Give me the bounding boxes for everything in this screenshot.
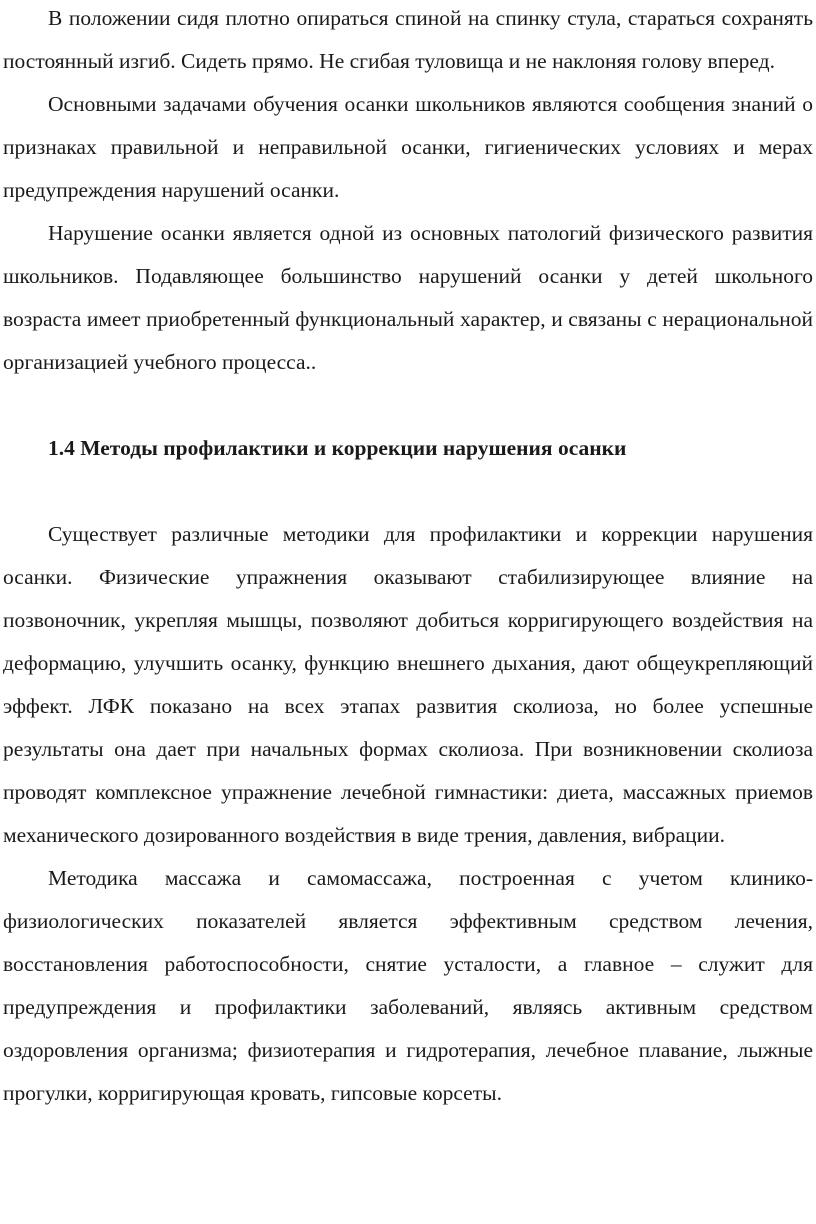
paragraph-massage: Методика массажа и самомассажа, построенная с учетом клинико-физиологических показателей является эффективным средством лечения, восстановления работоспособности, снятие усталости, а главное – служит для предупреждения и профилактики заболеваний, являясь активным средством оздоровления организма; физиотерапия и гидротерапия, лечебное плавание, лыжные прогулки, корригирующая кровать, гипсовые корсеты. (3, 866, 813, 1105)
paragraph-posture-disorder: Нарушение осанки является одной из основных патологий физического развития школьников. Подавляющее большинство нарушений осанки у детей школьного возраста имеет приобретенный функциональный характер, и связаны с нерациональной организацией учебного процесса.. (3, 221, 813, 374)
paragraph-methods: Существует различные методики для профилактики и коррекции нарушения осанки. Физические упражнения оказывают стабилизирующее влияние на позвоночник, укрепляя мышцы, позволяют добиться корригирующего воздействия на деформацию, улучшить осанку, функцию внешнего дыхания, дают общеукрепляющий эффект. ЛФК показано на всех этапах развития сколиоза, но более успешные результаты она дает при начальных формах сколиоза. При возникновении сколиоза проводят комплексное упражнение лечебной гимнастики: диета, массажных приемов механического дозированного воздействия в виде трения, давления, вибрации. (3, 522, 813, 847)
section-heading: 1.4 Методы профилактики и коррекции нарушения осанки (48, 436, 627, 460)
paragraph-teaching-tasks: Основными задачами обучения осанки школьников являются сообщения знаний о признаках правильной и неправильной осанки, гигиенических условиях и мерах предупреждения нарушений осанки. (3, 92, 813, 202)
paragraph-sitting-posture: В положении сидя плотно опираться спиной на спинку стула, стараться сохранять постоянный изгиб. Сидеть прямо. Не сгибая туловища и не наклоняя голову вперед. (3, 6, 813, 73)
